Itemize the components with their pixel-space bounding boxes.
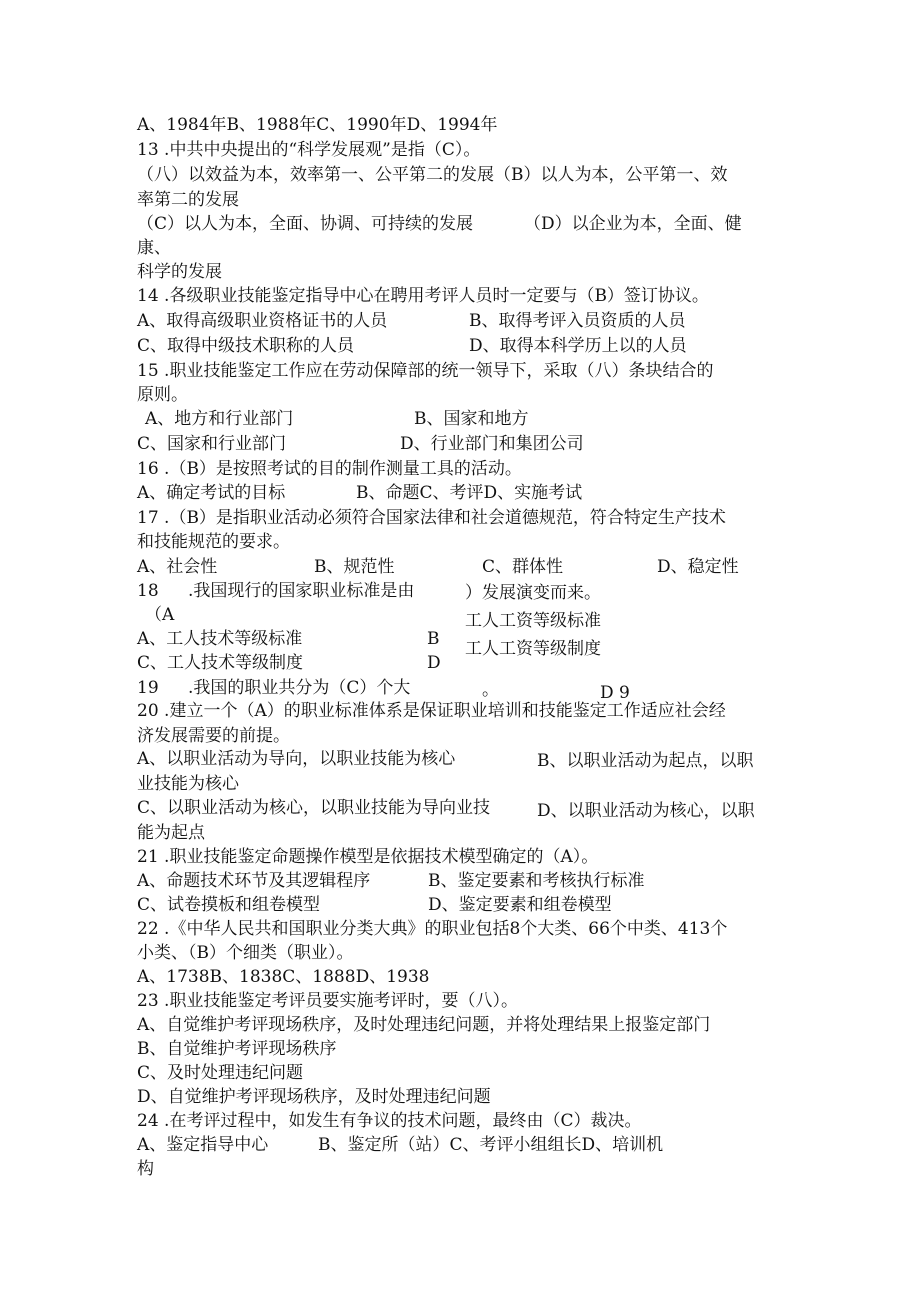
- option-c: C、工人技术等级制度: [137, 653, 304, 673]
- option-a: A、自觉维护考评现场秩序，及时处理违纪问题，并将处理结果上报鉴定部门: [137, 1015, 711, 1035]
- option-line: 科学的发展: [137, 262, 222, 282]
- question-20-cont: 济发展需要的前提。: [137, 726, 290, 746]
- option-d-letter: D: [427, 653, 441, 673]
- option-b-text: 工人工资等级标准: [465, 611, 601, 631]
- answer-options: A、1984年B、1988年C、1990年D、1994年: [137, 115, 498, 135]
- question-17-cont: 和技能规范的要求。: [137, 532, 290, 552]
- option-d: D、行业部门和集团公司: [400, 434, 584, 454]
- option-line: （D）以企业为本，全面、健: [524, 214, 742, 234]
- question-19: .我国的职业共分为（C）个大: [188, 678, 411, 698]
- option-a: A、工人技术等级标准: [137, 629, 303, 649]
- question-13: 13 .中共中央提出的“科学发展观”是指（C）。: [137, 140, 481, 160]
- option-c: C、取得中级技术职称的人员: [137, 336, 355, 356]
- question-20: 20 .建立一个（A）的职业标准体系是保证职业培训和技能鉴定工作适应社会经: [137, 701, 726, 721]
- option-a: A、以职业活动为导向，以职业技能为核心: [137, 749, 456, 769]
- option-d-cont: 构: [137, 1159, 154, 1179]
- option-d-cont: 能为起点: [137, 823, 205, 843]
- question-22-cont: 小类、（B）个细类（职业）。: [137, 943, 354, 963]
- option-line: （C）以人为本，全面、协调、可持续的发展: [137, 214, 474, 234]
- question-18-number: 18: [137, 581, 159, 601]
- question-22: 22 .《中华人民共和国职业分类大典》的职业包括8个大类、66个中类、413个: [137, 919, 728, 939]
- option-b: B、鉴定要素和考核执行标准: [428, 871, 645, 891]
- question-15: 15 .职业技能鉴定工作应在劳动保障部的统一领导下，采取（八）条块结合的: [137, 361, 714, 381]
- question-23: 23 .职业技能鉴定考评员要实施考评时，要（八）。: [137, 991, 518, 1011]
- option-a: A、社会性: [137, 557, 218, 577]
- option-b: B、规范性: [314, 557, 395, 577]
- option-a: A、鉴定指导中心: [137, 1135, 269, 1155]
- question-15-cont: 原则。: [137, 385, 188, 405]
- option-a: A、取得高级职业资格证书的人员: [137, 311, 388, 331]
- option-d: D、稳定性: [657, 557, 739, 577]
- question-14: 14 .各级职业技能鉴定指导中心在聘用考评人员时一定要与（B）签订协议。: [137, 286, 709, 306]
- question-24: 24 .在考评过程中，如发生有争议的技术问题，最终由（C）裁决。: [137, 1111, 642, 1131]
- option-bcd: B、命题C、考评D、实施考试: [356, 483, 583, 503]
- question-19-fragment: 。: [482, 680, 499, 700]
- option-line: 康、: [137, 238, 171, 258]
- option-d-text: 工人工资等级制度: [465, 639, 601, 659]
- option-c: C、群体性: [482, 557, 564, 577]
- option-a: A、确定考试的目标: [137, 483, 286, 503]
- option-b: B、国家和地方: [414, 409, 529, 429]
- question-17: 17 .（B）是指职业活动必须符合国家法律和社会道德规范，符合特定生产技术: [137, 508, 726, 528]
- option-b: B、自觉维护考评现场秩序: [137, 1039, 337, 1059]
- option-line: （八）以效益为本，效率第一、公平第二的发展（B）以人为本，公平第一、效: [137, 165, 728, 185]
- question-21: 21 .职业技能鉴定命题操作模型是依据技术模型确定的（A）。: [137, 847, 599, 867]
- option-d: D、以职业活动为核心，以职: [537, 801, 755, 821]
- question-19-fragment: D 9: [600, 683, 630, 703]
- question-18-blank: （A: [145, 605, 175, 625]
- option-c: C、国家和行业部门: [137, 434, 287, 454]
- option-a: A、地方和行业部门: [145, 409, 294, 429]
- option-bcd: B、鉴定所（站）C、考评小组组长D、培训机: [318, 1135, 664, 1155]
- answer-options: A、1738B、1838C、1888D、1938: [137, 967, 430, 987]
- option-b-cont: 业技能为核心: [137, 774, 239, 794]
- question-16: 16 .（B）是按照考试的目的制作测量工具的活动。: [137, 459, 522, 479]
- option-d: D、取得本科学历上以的人员: [469, 336, 687, 356]
- option-c: C、及时处理违纪问题: [137, 1063, 304, 1083]
- option-d: D、自觉维护考评现场秩序，及时处理违纪问题: [137, 1087, 491, 1107]
- option-a: A、命题技术环节及其逻辑程序: [137, 871, 371, 891]
- option-c: C、试卷摸板和组卷模型: [137, 895, 321, 915]
- question-19-number: 19: [137, 678, 159, 698]
- option-c: C、以职业活动为核心，以职业技能为导向业技: [137, 798, 491, 818]
- option-line: 率第二的发展: [137, 190, 239, 210]
- option-b: B、以职业活动为起点，以职: [537, 751, 754, 771]
- option-b-letter: B: [427, 629, 440, 649]
- question-18: .我国现行的国家职业标准是由: [188, 581, 415, 601]
- option-d: D、鉴定要素和组卷模型: [428, 895, 612, 915]
- option-b: B、取得考评入员资质的人员: [469, 311, 686, 331]
- question-18-cont: ）发展演变而来。: [465, 583, 601, 603]
